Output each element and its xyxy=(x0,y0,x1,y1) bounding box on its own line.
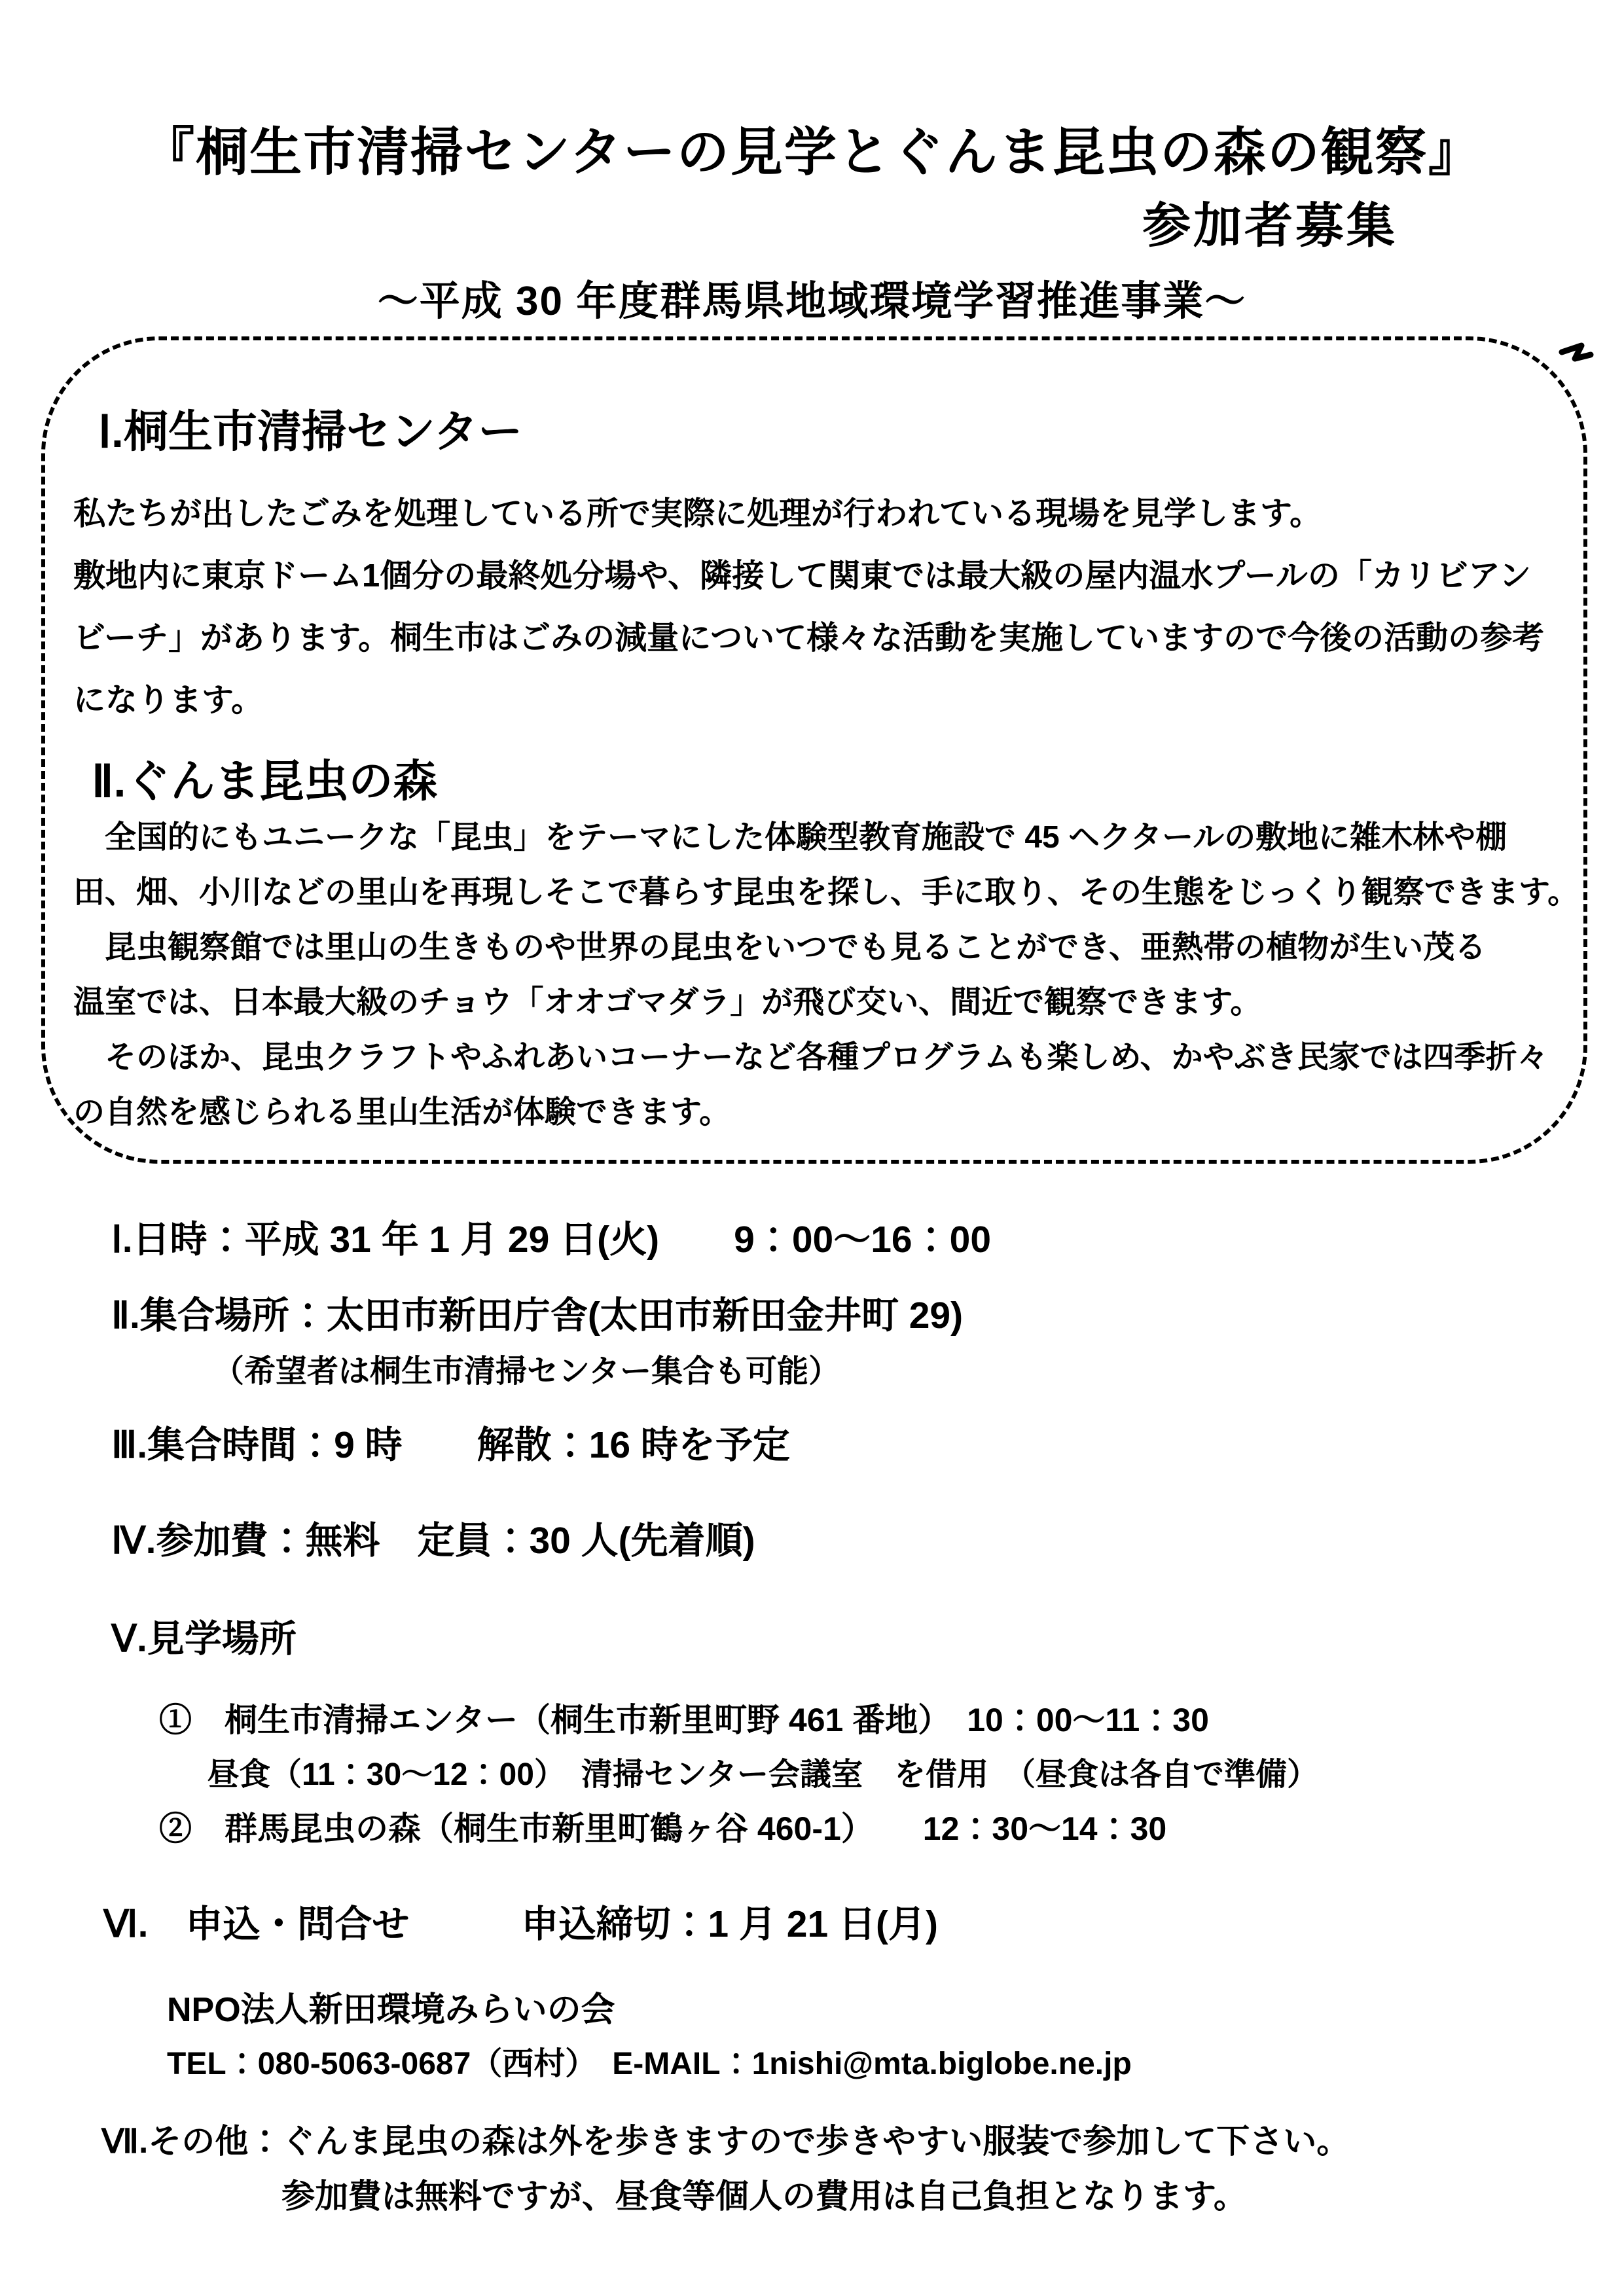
section2-line: 田、畑、小川などの里山を再現しそこで暮らす昆虫を探し、手に取り、その生態をじっくり観察できます。 xyxy=(73,875,1579,910)
section2-heading: Ⅱ.ぐんま昆虫の森 xyxy=(92,757,438,806)
detail-meeting-time: Ⅲ.集合時間：9 時 解散：16 時を予定 xyxy=(111,1424,790,1466)
section1-line: 私たちが出したごみを処理している所で実際に処理が行われている現場を見学します。 xyxy=(73,496,1322,531)
section2-line: 昆虫観察館では里山の生きものや世界の昆虫をいつでも見ることができ、亜熱帯の植物が生い茂る xyxy=(73,930,1487,965)
detail-places-heading: Ⅴ.見学場所 xyxy=(111,1618,297,1660)
detail-meeting-place: Ⅱ.集合場所：太田市新田庁舎(太田市新田金井町 29) xyxy=(111,1295,964,1336)
detail-meeting-place-note: （希望者は桐生市清掃センター集合も可能） xyxy=(213,1354,840,1389)
detail-apply-organization: NPO法人新田環境みらいの会 xyxy=(167,1991,615,2029)
detail-fee: Ⅳ.参加費：無料 定員：30 人(先着順) xyxy=(111,1520,755,1562)
section2-line: 全国的にもユニークな「昆虫」をテーマにした体験型教育施設で 45 ヘクタールの敷地に雑木林や棚 xyxy=(73,820,1507,855)
section1-line: になります。 xyxy=(73,683,264,718)
pen-mark-icon xyxy=(1557,339,1600,370)
section1-heading: Ⅰ.桐生市清掃センター xyxy=(98,407,523,457)
program-name: ～平成 30 年度群馬県地域環境学習推進事業～ xyxy=(377,279,1247,324)
section1-paragraph xyxy=(73,483,1544,732)
detail-other: Ⅶ.その他：ぐんま昆虫の森は外を歩きますので歩きやすい服装で参加して下さい。 xyxy=(101,2123,1350,2160)
detail-apply-heading: Ⅵ. 申込・問合せ 申込締切：1 月 21 日(月) xyxy=(103,1903,938,1945)
section1-line: ビーチ」があります。桐生市はごみの減量について様々な活動を実施していますので今後の活動の参考 xyxy=(73,620,1545,656)
page-title: 『桐生市清掃センターの見学とぐんま昆虫の森の観察』 xyxy=(142,123,1482,181)
section2-line: の自然を感じられる里山生活が体験できます。 xyxy=(73,1095,731,1130)
detail-apply-contact: TEL：080-5063-0687（西村） E-MAIL：1nishi@mta.biglobe.ne.jp xyxy=(167,2047,1132,2081)
detail-place-1: ① 桐生市清掃エンター（桐生市新里町野 461 番地） 10：00～11：30 xyxy=(159,1702,1209,1738)
section2-paragraph xyxy=(73,810,1579,1140)
detail-datetime: Ⅰ.日時：平成 31 年 1 月 29 日(火) 9：00～16：00 xyxy=(111,1219,992,1261)
section2-line: 温室では、日本最大級のチョウ「オオゴマダラ」が飛び交い、間近で観察できます。 xyxy=(73,985,1262,1020)
recruit-label: 参加者募集 xyxy=(1142,198,1398,253)
detail-place-2: ② 群馬昆虫の森（桐生市新里町鶴ヶ谷 460-1） 12：30～14：30 xyxy=(159,1810,1167,1847)
detail-other-line2: 参加費は無料ですが、昼食等個人の費用は自己負担となります。 xyxy=(281,2178,1247,2215)
section1-line: 敷地内に東京ドーム1個分の最終処分場や、隣接して関東では最大級の屋内温水プールの「カリビアン xyxy=(73,558,1531,594)
detail-place-1-lunch: 昼食（11：30～12：00） 清掃センター会議室 を借用 （昼食は各自で準備） xyxy=(208,1757,1318,1792)
section2-line: そのほか、昆虫クラフトやふれあいコーナーなど各種プログラムも楽しめ、かやぶき民家では四季折々 xyxy=(73,1040,1549,1075)
